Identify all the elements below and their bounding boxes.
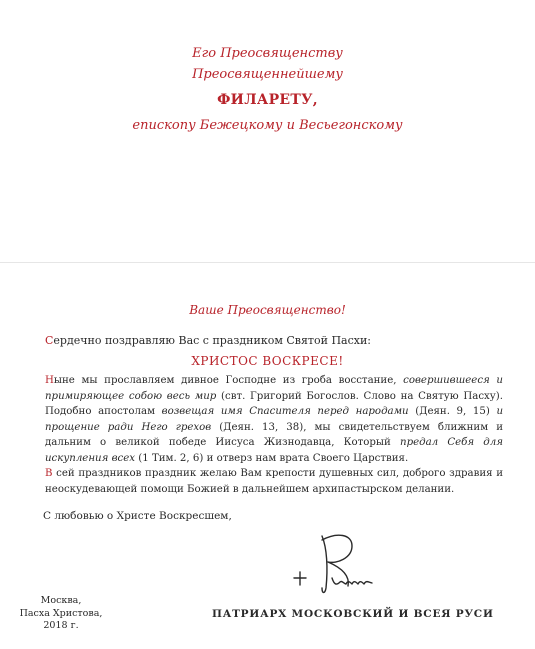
year: 2018 г. [43,620,79,631]
paragraph-1-text: (Деян. 9, 15) [408,406,497,417]
feast: Пасха Христова, [19,607,103,619]
signature-icon [282,528,392,600]
salutation: Ваше Преосвященство! [189,303,346,317]
paragraph-1-quote: возвещая имя Спасителя перед народами [161,406,409,417]
paragraph-1-text: (свт. Григорий Богослов. Слово на Святую Пасху). Подобно апостолам [45,390,503,417]
signatory-title: ПАТРИАРХ МОСКОВСКИЙ И ВСЕЯ РУСИ [212,608,494,620]
greeting-initial: С [45,334,54,347]
paragraph-1-quote: и прощение ради Него грехов [45,406,503,433]
closing-phrase: С любовью о Христе Воскресшем, [43,510,232,522]
city: Москва, [40,595,82,606]
greeting-text: ердечно поздравляю Вас с праздником Святой Пасхи: [53,334,372,347]
place-and-date [16,595,106,633]
easter-proclamation: ХРИСТОС ВОСКРЕСЕ! [191,354,344,368]
address-line-2: Преосвященнейшему [192,67,343,82]
paragraph-1-quote: совершившееся и примиряющее собою весь мир [45,375,503,402]
paragraph-1 [45,373,503,466]
paragraph-1-text: ыне мы прославляем дивное Господне из гроба восстание, [53,375,404,386]
recipient-title: епископу Бежецкому и Весьегонскому [132,118,403,133]
paragraph-1-text: (Деян. 13, 38), мы свидетельствуем ближним и дальним о великой победе Иисуса Жизнодавца, Который [45,421,503,448]
paragraph-1-initial: Н [45,375,54,386]
address-line-1: Его Преосвященству [192,46,343,61]
paragraph-2-text: сей праздников праздник желаю Вам крепости душевных сил, доброго здравия и неоскудевающей помощи Божией в дальнейшем архипастырском делании. [45,468,503,495]
paragraph-1-quote: предал Себя для искупления всех [45,437,503,464]
greeting-line [45,334,371,347]
paper-fold-line [0,262,535,263]
paragraph-1-text: (1 Тим. 2, 6) и отверз нам врата Своего Царствия. [135,452,409,464]
recipient-name: ФИЛАРЕТУ, [217,92,318,108]
paragraph-2-initial: В [45,468,53,479]
paragraph-2 [45,466,503,497]
letter-body [45,373,503,497]
